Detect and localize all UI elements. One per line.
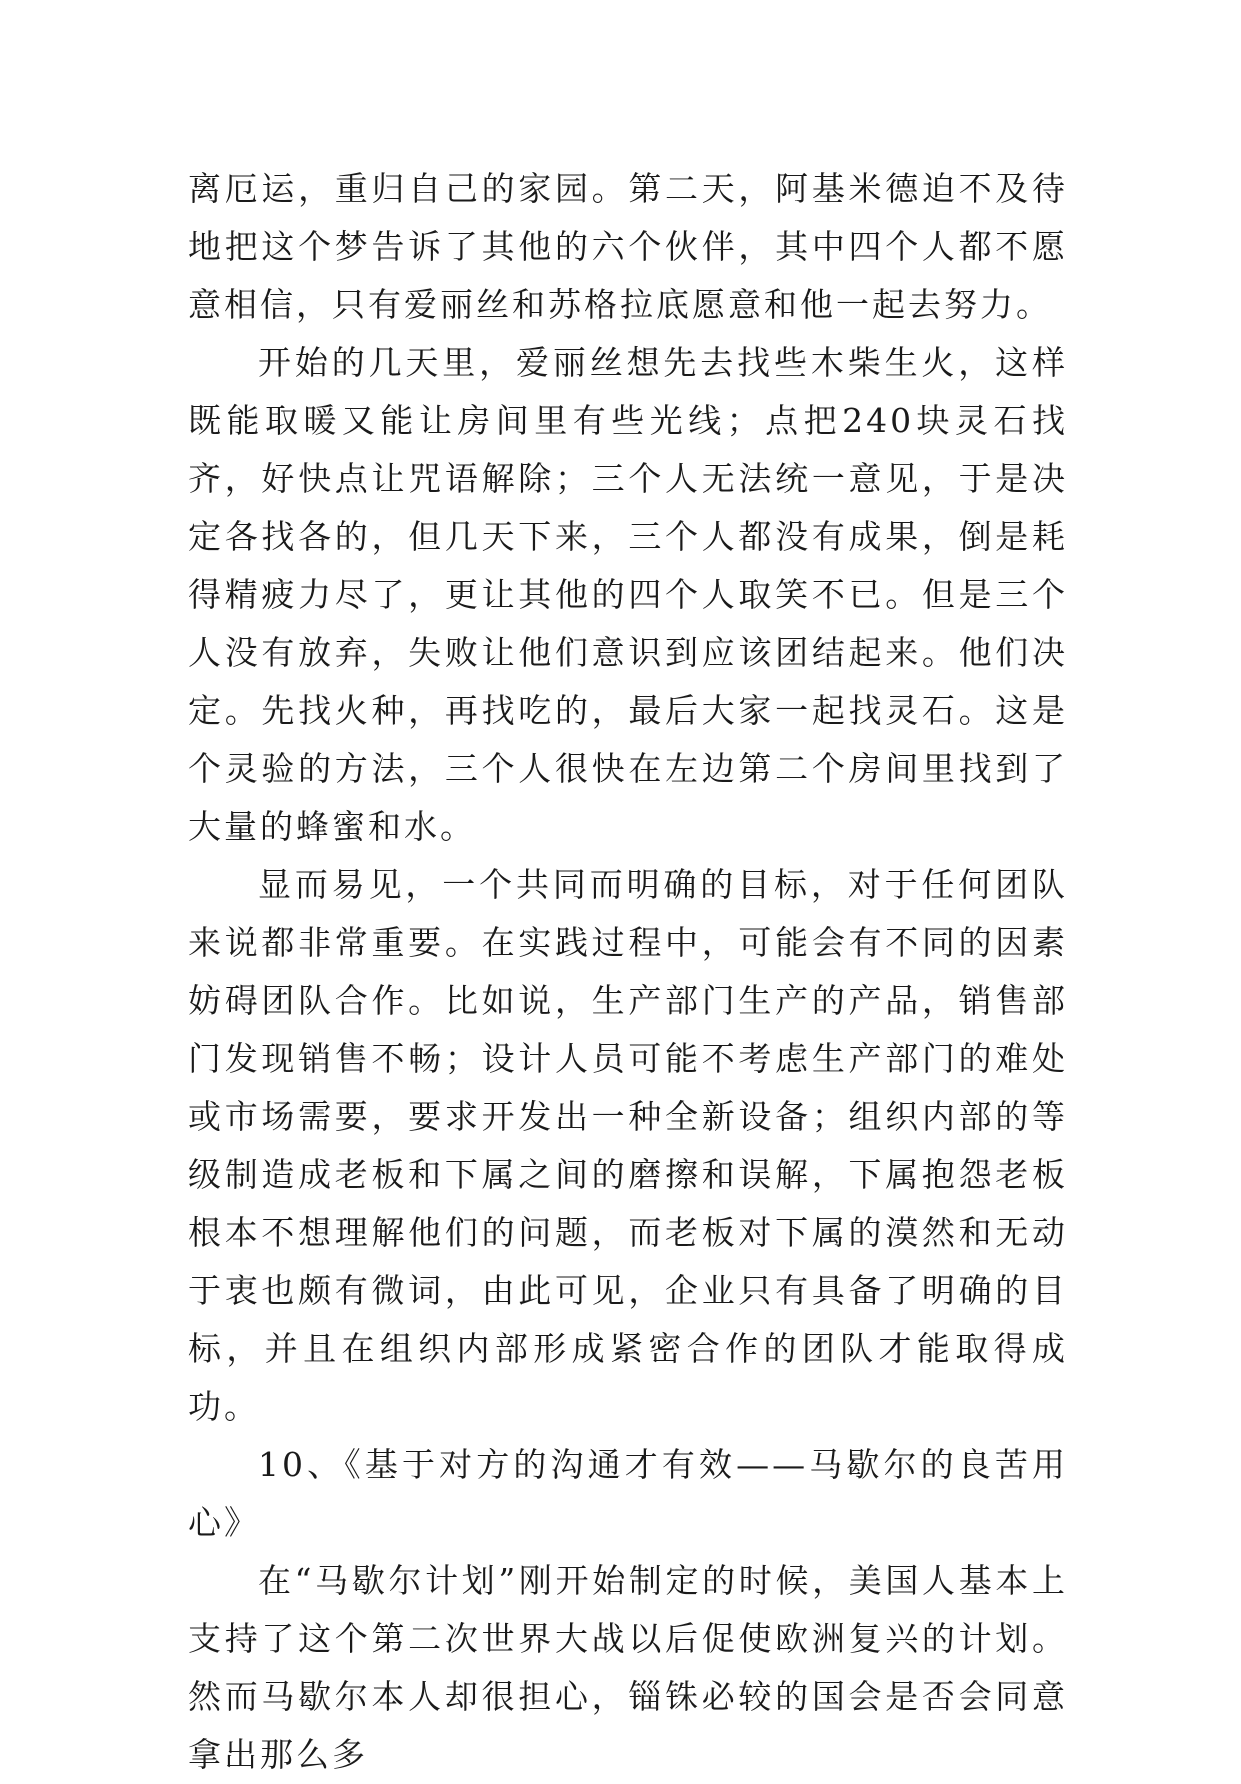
- paragraph-2: 开始的几天里，爱丽丝想先去找些木柴生火，这样既能取暖又能让房间里有些光线；点把240块灵石找齐，好快点让咒语解除；三个人无法统一意见，于是决定各找各的，但几天下来，三个人都没有成果，倒是耗得精疲力尽了，更让其他的四个人取笑不已。但是三个人没有放弃，失败让他们意识到应该团结起来。他们决定。先找火种，再找吃的，最后大家一起找灵石。这是个灵验的方法，三个人很快在左边第二个房间里找到了大量的蜂蜜和水。: [188, 343, 1068, 846]
- paragraph-1: 离厄运，重归自己的家园。第二天，阿基米德迫不及待地把这个梦告诉了其他的六个伙伴，其中四个人都不愿意相信，只有爱丽丝和苏格拉底愿意和他一起去努力。: [188, 169, 1068, 324]
- paragraph-3: 显而易见，一个共同而明确的目标，对于任何团队来说都非常重要。在实践过程中，可能会有不同的因素妨碍团队合作。比如说，生产部门生产的产品，销售部门发现销售不畅；设计人员可能不考虑生产部门的难处或市场需要，要求开发出一种全新设备；组织内部的等级制造成老板和下属之间的磨擦和误解，下属抱怨老板根本不想理解他们的问题，而老板对下属的漠然和无动于衷也颇有微词，由此可见，企业只有具备了明确的目标，并且在组织内部形成紧密合作的团队才能取得成功。: [188, 865, 1068, 1426]
- section-heading-10: 10、《基于对方的沟通才有效——马歇尔的良苦用心》: [188, 1445, 1068, 1542]
- document-body: [188, 160, 1068, 1784]
- paragraph-5: 在“马歇尔计划”刚开始制定的时候，美国人基本上支持了这个第二次世界大战以后促使欧洲复兴的计划。然而马歇尔本人却很担心，锱铢必较的国会是否会同意拿出那么多: [188, 1561, 1068, 1774]
